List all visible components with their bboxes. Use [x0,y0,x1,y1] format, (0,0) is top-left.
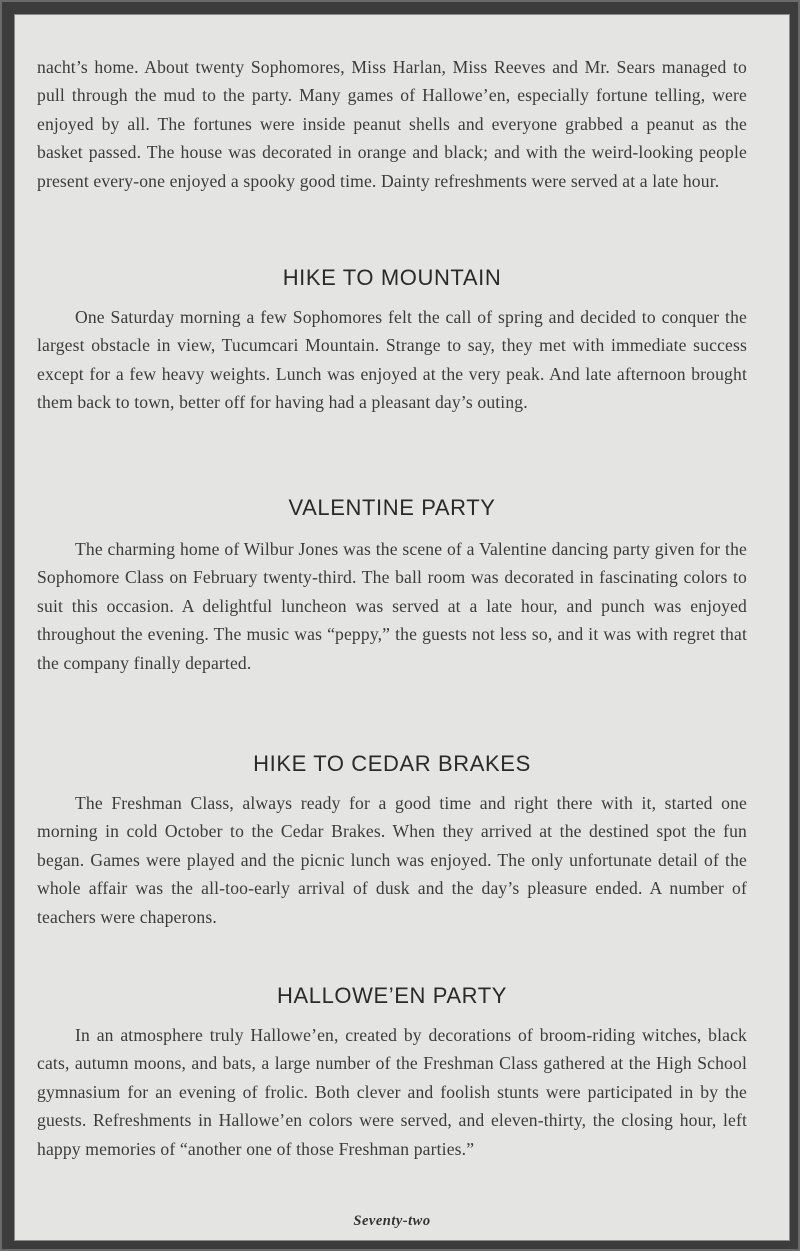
section-heading-valentine-party: VALENTINE PARTY [288,495,496,520]
section-body-hike-to-mountain: One Saturday morning a few Sophomores felt the call of spring and decided to conquer the largest obstacle in view, Tucumcari Mountain. Strange to say, they met with immediate success except for a few heavy weights. Lunch was enjoyed at the very peak. And late afternoon brought them back to town, better off for having had a pleasant day’s outing. [37,307,747,413]
intro-paragraph: nacht’s home. About twenty Sophomores, Miss Harlan, Miss Reeves and Mr. Sears managed to pull through the mud to the party. Many games of Hallowe’en, especially fortune telling, were enjoyed by all. The fortunes were inside peanut shells and everyone grabbed a peanut as the basket passed. The house was decorated in orange and black; and with the weird-looking people present every-one enjoyed a spooky good time. Dainty refreshments were served at a late hour. [37,57,747,191]
section-heading-hike-to-cedar-brakes: HIKE TO CEDAR BRAKES [253,751,531,776]
section-body-halloween-party: In an atmosphere truly Hallowe’en, created by decorations of broom-riding witches, black cats, autumn moons, and bats, a large number of the Freshman Class gathered at the High School gymnasium for an evening of frolic. Both clever and foolish stunts were participated in by the guests. Refreshments in Hallowe’en colors were served, and eleven-thirty, the closing hour, left happy memories of “another one of those Freshman parties.” [37,1025,747,1159]
document-page [14,14,790,1241]
section-body-hike-to-cedar-brakes: The Freshman Class, always ready for a good time and right there with it, started one morning in cold October to the Cedar Brakes. When they arrived at the destined spot the fun began. Games were played and the picnic lunch was enjoyed. The only unfortunate detail of the whole affair was the all-too-early arrival of dusk and the day’s pleasure ended. A number of teachers were chaperons. [37,793,747,927]
section-body-valentine-party: The charming home of Wilbur Jones was the scene of a Valentine dancing party given for the Sophomore Class on February twenty-third. The ball room was decorated in fascinating colors to suit this occasion. A delightful luncheon was served at a late hour, and punch was enjoyed throughout the evening. The music was “peppy,” the guests not less so, and it was with regret that the company finally departed. [37,539,747,673]
section-heading-hike-to-mountain: HIKE TO MOUNTAIN [282,265,502,290]
page-number: Seventy-two [353,1213,431,1229]
section-heading-halloween-party: HALLOWE’EN PARTY [276,983,508,1008]
